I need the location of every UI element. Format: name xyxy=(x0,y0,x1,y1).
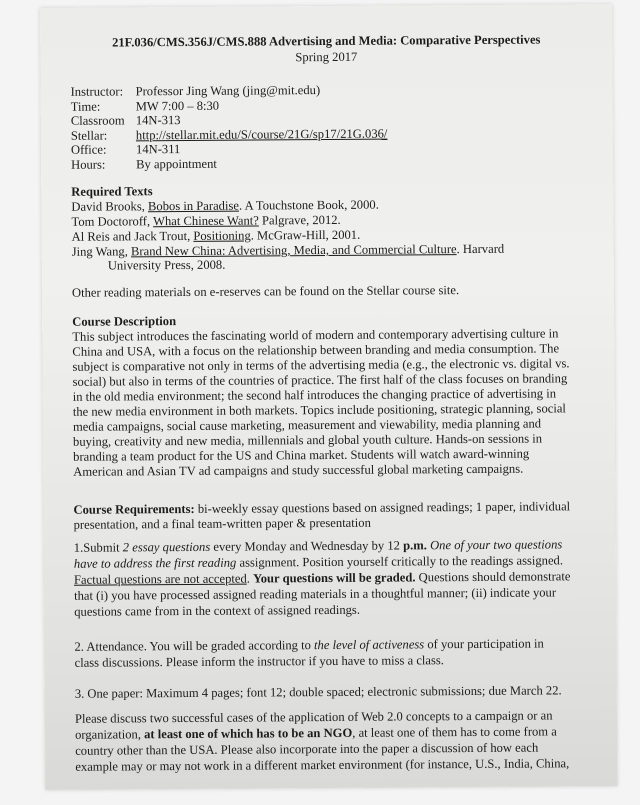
text-line xyxy=(73,462,523,480)
info-label: Instructor: xyxy=(70,84,124,99)
text-segment: country other than the USA. Please also incorporate into the paper a discussion of how each xyxy=(75,740,539,758)
text-segment: subject is comparative not only in terms of the advertising media (e.g., the electronic vs. digital vs. xyxy=(72,356,570,374)
info-value: By appointment xyxy=(136,156,217,172)
text-segment: p.m. xyxy=(403,538,427,553)
text-segment: in the old media environment; the second half introduces the changing practice of advertising in xyxy=(72,386,557,404)
text-segment: University Press, 2008. xyxy=(107,257,226,273)
text-segment: American and Asian TV ad campaigns and study successful global marketing campaigns. xyxy=(73,461,524,479)
info-label: Stellar: xyxy=(70,128,108,143)
text-segment: Other reading materials on e-reserves can be found on the Stellar course site. xyxy=(71,283,460,300)
syllabus-page xyxy=(40,4,617,790)
text-segment: Your questions will be graded. xyxy=(252,570,416,586)
text-segment: 3. One paper: Maximum 4 pages; font 12; double spaced; electronic submissions; due March 22. xyxy=(74,683,562,701)
text-segment: 21F.036/CMS.356J/CMS.888 Advertising and Media: Comparative Perspectives xyxy=(111,32,541,50)
text-line xyxy=(74,516,371,533)
course-term xyxy=(40,48,612,67)
text-segment: assignment. Position yourself critically to the readings assigned. xyxy=(236,553,564,570)
text-segment: Course Requirements: xyxy=(73,501,195,517)
text-segment: Course Description xyxy=(72,314,177,329)
text-line xyxy=(74,603,360,620)
text-segment: Tom Doctoroff, xyxy=(71,214,154,229)
text-segment: Factual questions are not accepted xyxy=(73,571,247,587)
info-value: Professor Jing Wang (jing@mit.edu) xyxy=(135,83,321,99)
text-segment: at least one of which has to be an NGO xyxy=(144,725,353,742)
text-segment: questions came from in the context of assigned readings. xyxy=(74,602,360,619)
text-segment: 2. Attendance. You will be graded according to xyxy=(74,638,315,654)
text-segment: every Monday and Wednesday by 12 xyxy=(210,538,404,554)
text-segment: This subject introduces the fascinating world of modern and contemporary advertising culture in xyxy=(72,326,559,344)
text-segment: . xyxy=(246,571,254,586)
text-line xyxy=(73,499,570,517)
text-line xyxy=(74,636,543,654)
text-segment: organization, xyxy=(75,727,145,742)
text-segment: branding a team product for the US and China market. Students will watch award-winning xyxy=(73,446,530,464)
text-segment: Brand New China: Advertising, Media, and Commercial Culture xyxy=(130,242,457,259)
text-line xyxy=(74,585,556,603)
text-line xyxy=(71,184,152,200)
text-segment: media campaigns, social cause marketing, measurement and viewability, media planning and xyxy=(72,416,542,434)
text-line xyxy=(72,314,176,330)
text-segment: Al Reis and Jack Trout, xyxy=(71,228,194,244)
text-segment: social) but also in terms of the countries of practice. The first half of the class focuses on branding xyxy=(72,371,568,389)
text-segment: Required Texts xyxy=(71,184,153,199)
text-segment: Please discuss two successful cases of the application of Web 2.0 concepts to a campaign or an xyxy=(74,708,553,726)
info-label: Hours: xyxy=(71,157,106,172)
info-label: Time: xyxy=(70,99,101,114)
info-label: Office: xyxy=(70,142,107,158)
text-segment: class discussions. Please inform the instructor if you have to miss a class. xyxy=(74,653,444,670)
text-segment: 1.Submit xyxy=(73,540,123,555)
text-segment: Spring 2017 xyxy=(295,49,358,65)
text-segment: Jing Wang, xyxy=(71,244,132,259)
info-value: 14N-311 xyxy=(135,142,181,157)
text-segment: . McGraw-Hill, 2001. xyxy=(250,227,361,243)
info-row xyxy=(71,98,219,114)
info-row xyxy=(71,83,321,100)
stellar-link[interactable]: http://stellar.mit.edu/S/course/21G/sp17/21G.036/ xyxy=(135,126,388,143)
text-segment: of your participation in xyxy=(424,636,544,652)
text-line xyxy=(75,653,444,671)
text-line xyxy=(75,756,569,774)
text-segment: presentation, and a final team-written paper & presentation xyxy=(73,515,371,532)
info-row xyxy=(71,157,217,173)
info-value: 14N-313 xyxy=(135,113,181,128)
text-segment: buying, creativity and new media, millennials and global youth culture. Hands-on sessions in xyxy=(72,431,543,449)
text-segment: 2 essay questions xyxy=(122,539,211,555)
text-segment: David Brooks, xyxy=(71,199,149,214)
text-segment: . Harvard xyxy=(456,241,505,257)
text-segment: Palgrave, 2012. xyxy=(258,212,341,228)
text-segment: Positioning xyxy=(193,228,251,243)
text-segment: China and USA, with a focus on the relationship between branding and media consumption. The xyxy=(72,341,560,359)
text-line xyxy=(72,283,459,301)
text-segment: the level of activeness xyxy=(313,637,425,653)
text-segment: Bobos in Paradise xyxy=(147,198,239,214)
text-segment: . A Touchstone Book, 2000. xyxy=(238,197,379,213)
text-line xyxy=(108,258,226,274)
text-segment: have to address the first reading xyxy=(73,555,237,571)
info-row xyxy=(71,142,180,158)
text-segment: Questions should demonstrate xyxy=(415,569,571,585)
text-segment: One of your two questions xyxy=(429,537,563,553)
info-label: Classroom xyxy=(70,113,125,128)
text-segment: bi-weekly essay questions based on assigned readings; 1 paper, individual xyxy=(194,499,571,516)
text-segment: What Chinese Want? xyxy=(153,213,259,229)
text-segment: the new media environment in both markets. Topics include positioning, strategic planning, social xyxy=(72,401,566,419)
text-segment: example may or may not work in a different market environment (for instance, U.S., India, China, xyxy=(75,756,570,774)
info-row xyxy=(71,113,181,129)
text-line xyxy=(75,683,562,701)
text-segment: that (i) you have processed assigned reading materials in a thoughtful manner; (ii) indicate your xyxy=(74,585,557,603)
text-line xyxy=(72,242,505,260)
text-segment: , at least one of them has to come from a xyxy=(352,724,557,740)
info-row xyxy=(71,126,388,143)
info-value: MW 7:00 – 8:30 xyxy=(135,98,220,113)
